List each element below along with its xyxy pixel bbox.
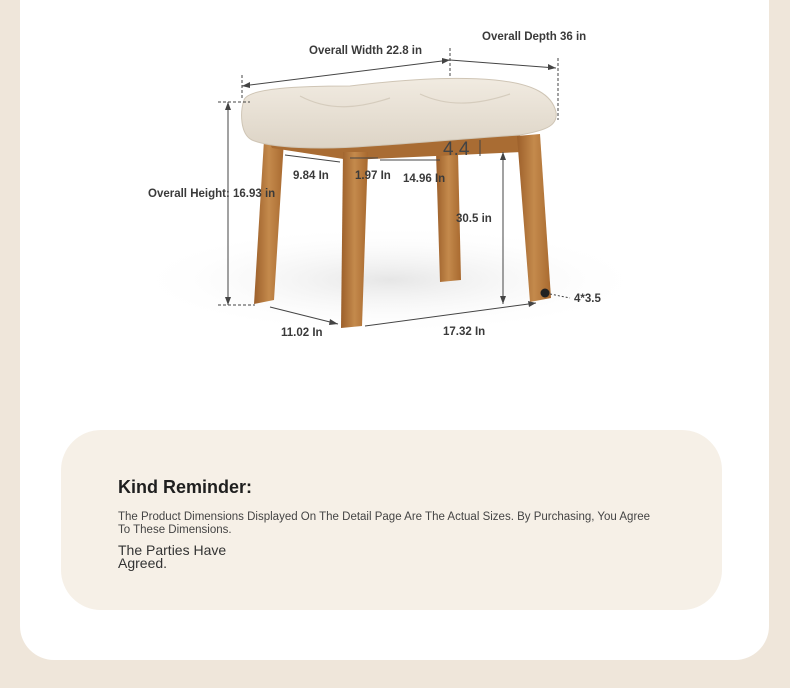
kind-reminder-panel [61,430,722,610]
leg-foot-marker [541,289,550,298]
reminder-sub: The Parties Have Agreed. [118,542,227,571]
reminder-title: Kind Reminder: [118,477,253,497]
seat-thickness-label: 4.4 [443,139,470,160]
overall-depth-label: Overall Depth 36 in [482,31,587,43]
apron-height-label: 1.97 In [355,170,391,182]
leg-height-label: 30.5 in [456,213,492,225]
base-depth-label: 11.02 In [281,327,323,339]
apron-length-label: 14.96 In [403,173,446,185]
base-width-label: 17.32 In [443,326,486,338]
floor-shadow [130,225,650,335]
apron-gap-label: 9.84 In [293,170,329,182]
overall-height-label: Overall Height: 16.93 in [148,188,276,200]
reminder-body: The Product Dimensions Displayed On The Detail Page Are The Actual Sizes. By Purchasing, You Agree To These Dimensions. [118,511,651,536]
leg-size-label: 4*3.5 [574,293,601,305]
overall-width-label: Overall Width 22.8 in [309,45,423,57]
